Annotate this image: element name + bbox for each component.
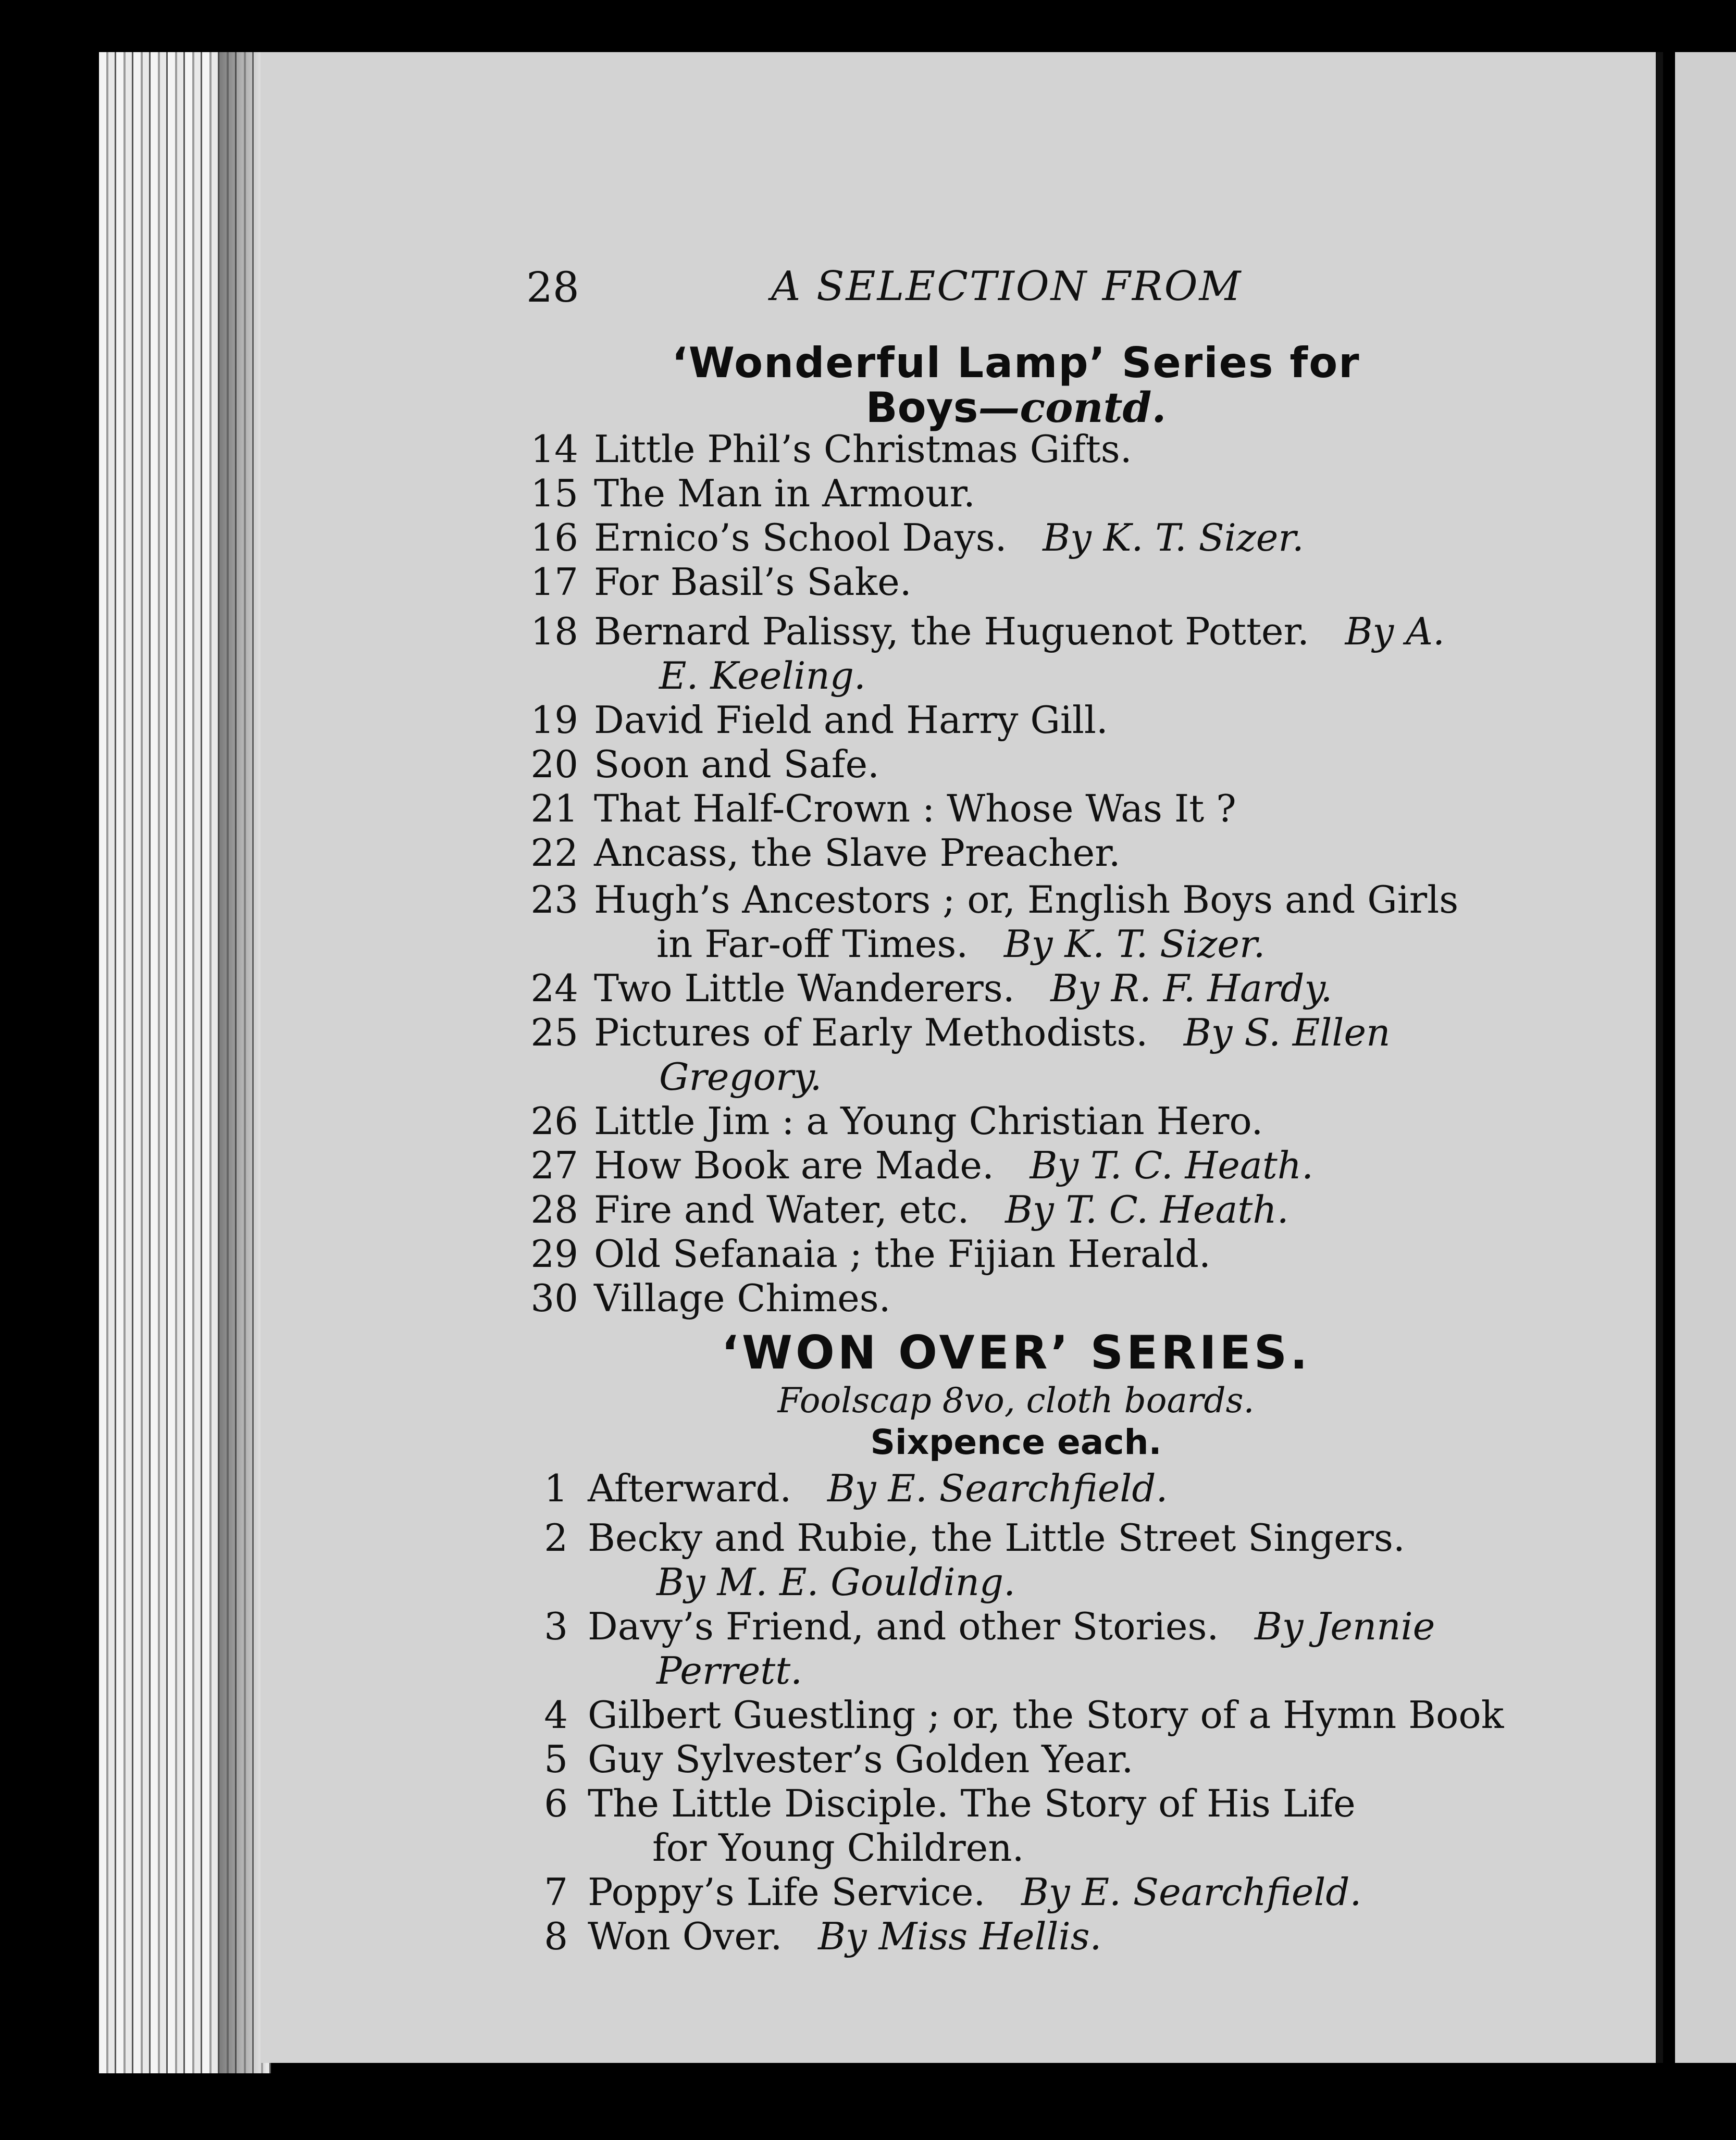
series-title-wonderful-lamp (521, 339, 1511, 387)
entry-number: 27 (530, 1143, 578, 1187)
entry-title: Hugh’s Ancestors ; or, English Boys and Girls (594, 878, 1459, 922)
entry-title: David Field and Harry Gill. (594, 698, 1108, 742)
entry-number: 22 (530, 831, 578, 875)
entry-number: 21 (530, 787, 578, 830)
entry-title: Soon and Safe. (594, 742, 879, 786)
entry-title: For Basil’s Sake. (594, 560, 912, 604)
entry-number: 20 (530, 742, 578, 786)
entry-number: 7 (544, 1870, 568, 1914)
entry-author: By A. (1345, 609, 1445, 653)
entry-text (588, 1466, 1168, 1510)
entry-text (588, 1782, 1356, 1825)
entry-title: Little Jim : a Young Christian Hero. (594, 1099, 1263, 1143)
entry-text (594, 516, 1304, 559)
entry-title: How Book are Made. (594, 1143, 994, 1187)
entry-25-continuation: Gregory. (659, 1055, 822, 1099)
entry-title: That Half-Crown : Whose Was It ? (594, 787, 1236, 830)
entry-text (594, 1232, 1211, 1276)
entry-number: 28 (530, 1188, 578, 1231)
entry-number: 16 (530, 516, 578, 559)
running-title: A SELECTION FROM (771, 263, 1243, 310)
entry-number: 25 (530, 1011, 578, 1054)
entry-text (594, 427, 1132, 471)
entry-title: Won Over. (588, 1914, 783, 1958)
series-title-boys: Boys (865, 383, 978, 432)
entry-title: Davy’s Friend, and other Stories. (588, 1604, 1219, 1648)
entry-number: 18 (530, 609, 578, 653)
entry-text (594, 742, 879, 786)
entry-title: Bernard Palissy, the Huguenot Potter. (594, 609, 1309, 653)
entry-number: 19 (530, 698, 578, 742)
entry-title: Ancass, the Slave Preacher. (594, 831, 1121, 875)
entry-number: 29 (530, 1232, 578, 1276)
entry-text (594, 831, 1121, 875)
entry-18-continuation: E. Keeling. (659, 654, 866, 698)
entry-author: By S. Ellen (1183, 1011, 1391, 1054)
entry-title: Pictures of Early Methodists. (594, 1011, 1148, 1054)
entry-author: By E. Searchfield. (827, 1466, 1168, 1510)
entry-title: Poppy’s Life Service. (588, 1870, 986, 1914)
entry-number: 17 (530, 560, 578, 604)
entry-title: Becky and Rubie, the Little Street Singers. (588, 1516, 1405, 1560)
entry-title: Little Phil’s Christmas Gifts. (594, 427, 1132, 471)
entry-text (588, 1914, 1101, 1958)
entry-text (594, 471, 975, 515)
entry-author: By E. Searchfield. (1021, 1870, 1362, 1914)
entry-text (594, 1188, 1289, 1231)
series-title-line2 (521, 383, 1511, 432)
series-price: Sixpence each. (870, 1422, 1162, 1462)
entry-text (594, 1276, 891, 1320)
entry-number: 2 (544, 1516, 568, 1560)
entry-text (594, 1011, 1390, 1054)
page-fold (1656, 52, 1663, 2063)
entry-title: Afterward. (588, 1466, 792, 1510)
entry-author: By R. F. Hardy. (1050, 966, 1333, 1010)
entry-title: Guy Sylvester’s Golden Year. (588, 1737, 1134, 1781)
entry-23-cont-text: in Far-off Times. (656, 922, 969, 966)
entry-text (588, 1604, 1435, 1648)
entry-title: Fire and Water, etc. (594, 1188, 970, 1231)
entry-23-cont-author: By K. T. Sizer. (1003, 922, 1266, 966)
facing-page-edge (1675, 52, 1736, 2063)
entry-text (594, 698, 1108, 742)
entry-text (594, 609, 1445, 653)
entry-number: 23 (530, 878, 578, 922)
entry-23-continuation (656, 922, 1265, 966)
entry-number: 3 (544, 1604, 568, 1648)
entry-title: Ernico’s School Days. (594, 516, 1007, 559)
page-header (526, 263, 1516, 315)
entry-title: Two Little Wanderers. (594, 966, 1015, 1010)
entry-title: Old Sefanaia ; the Fijian Herald. (594, 1232, 1211, 1276)
entry-number: 5 (544, 1737, 568, 1781)
entry-6-continuation: for Young Children. (652, 1826, 1024, 1870)
entry-text (588, 1870, 1361, 1914)
entry-text (588, 1693, 1504, 1737)
entry-title: Village Chimes. (594, 1276, 891, 1320)
gutter-shadow (219, 52, 266, 2073)
series-title-line1: ‘Wonderful Lamp’ Series for (672, 339, 1360, 387)
series-title-contd: —contd. (978, 383, 1167, 432)
page-number: 28 (526, 263, 579, 312)
entry-title: Gilbert Guestling ; or, the Story of a Hymn Book (588, 1693, 1504, 1737)
entry-title: The Man in Armour. (594, 471, 975, 515)
entry-number: 15 (530, 471, 578, 515)
entry-author: By Jennie (1254, 1604, 1435, 1648)
entry-number: 24 (530, 966, 578, 1010)
entry-number: 26 (530, 1099, 578, 1143)
entry-number: 14 (530, 427, 578, 471)
entry-text (588, 1737, 1133, 1781)
entry-author: By T. C. Heath. (1005, 1188, 1289, 1231)
entry-text (588, 1516, 1405, 1560)
entry-number: 8 (544, 1914, 568, 1958)
entry-text (594, 966, 1332, 1010)
entry-text (594, 787, 1236, 830)
entry-text (594, 878, 1458, 922)
entry-text (594, 1099, 1263, 1143)
entry-author: By Miss Hellis. (818, 1914, 1102, 1958)
entry-title: The Little Disciple. The Story of His Life (588, 1782, 1356, 1825)
entry-2-continuation: By M. E. Goulding. (656, 1560, 1016, 1604)
entry-number: 4 (544, 1693, 568, 1737)
series-title-won-over: ‘WON OVER’ SERIES. (721, 1326, 1311, 1379)
entry-text (594, 1143, 1313, 1187)
entry-number: 1 (544, 1466, 568, 1510)
entry-number: 6 (544, 1782, 568, 1825)
entry-text (594, 560, 912, 604)
entry-author: By T. C. Heath. (1030, 1143, 1314, 1187)
entry-number: 30 (530, 1276, 578, 1320)
entry-author: By K. T. Sizer. (1043, 516, 1304, 559)
entry-3-continuation: Perrett. (656, 1649, 803, 1693)
series-format: Foolscap 8vo, cloth boards. (777, 1380, 1255, 1421)
